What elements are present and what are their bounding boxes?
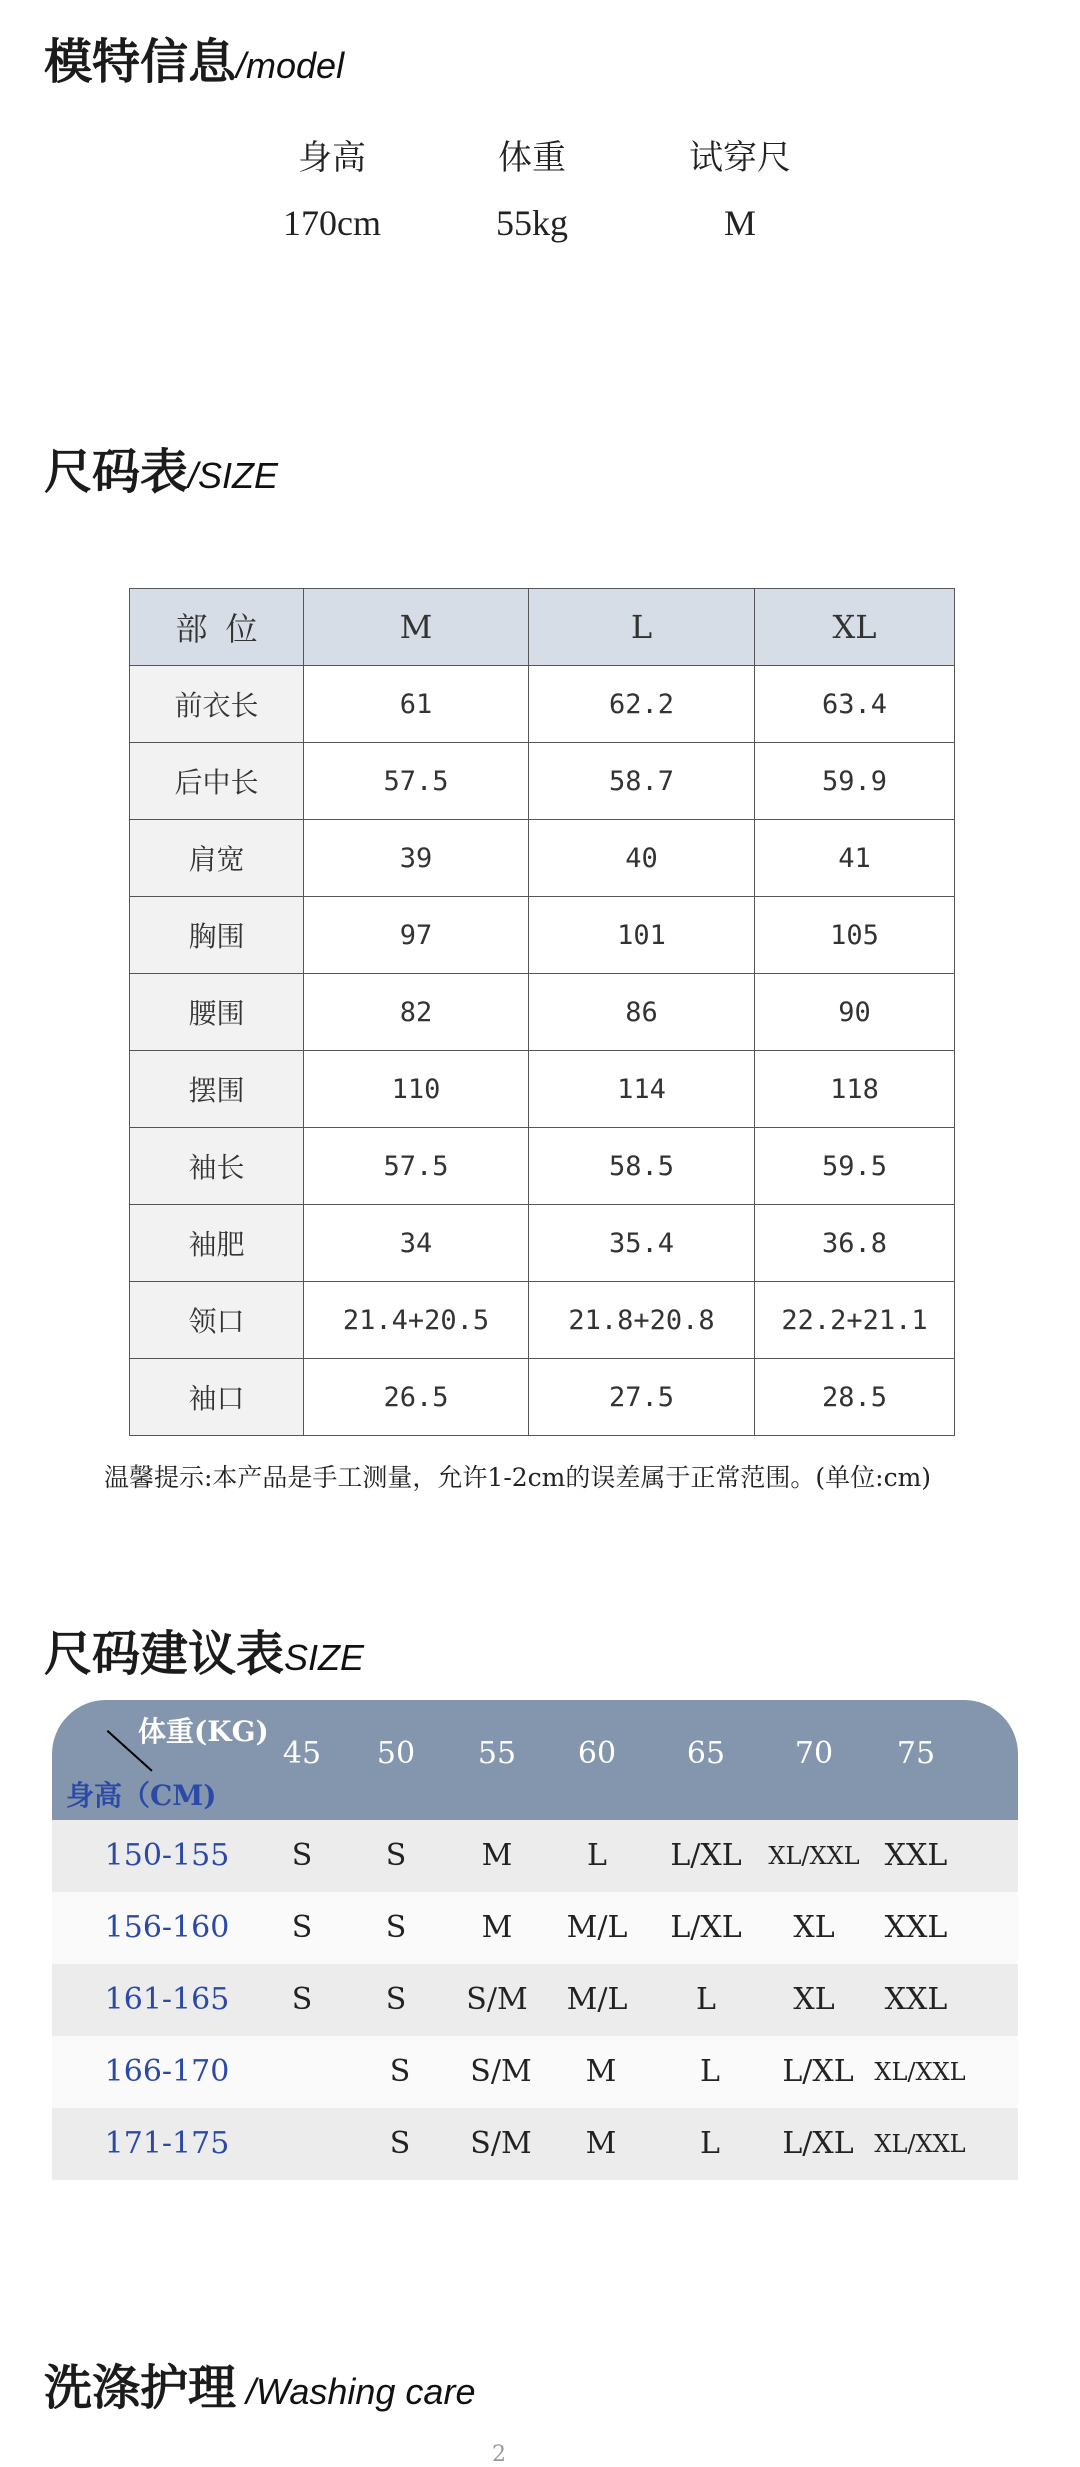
size-row-part: 袖长 (130, 1128, 304, 1205)
size-recommendation-cell: L (700, 2054, 720, 2089)
size-row-value: 36.8 (755, 1205, 955, 1282)
size-recommendation-cell: S (389, 2126, 411, 2161)
size-row-value: 105 (755, 897, 955, 974)
model-value-weight: 55kg (496, 203, 568, 243)
recommendation-row (52, 1892, 1018, 1964)
weight-header-cell: 75 (896, 1736, 936, 1771)
size-recommendation-cell: XL (793, 1982, 835, 2017)
recommendation-row (52, 1820, 1018, 1892)
size-row-value: 22.2+21.1 (755, 1282, 955, 1359)
size-recommendation-cell: M (481, 1910, 513, 1945)
size-row-value: 58.5 (529, 1128, 755, 1205)
height-range-cell: 166-170 (104, 2054, 230, 2089)
size-row-value: 62.2 (529, 666, 755, 743)
recommendation-row (52, 2036, 1018, 2108)
size-row-value: 97 (304, 897, 529, 974)
size-recommendation-cell: XL/XXL (874, 2058, 966, 2086)
size-recommendation-cell: L/XL (670, 1910, 742, 1945)
size-recommendation-cell: XXL (884, 1982, 948, 2017)
size-row-part: 袖口 (130, 1359, 304, 1436)
model-label-size: 试穿尺 (689, 138, 791, 178)
size-row-part: 肩宽 (130, 820, 304, 897)
model-label-weight: 体重 (498, 138, 566, 178)
model-title: 模特信息 (44, 34, 237, 90)
size-recommendation-cell: XL/XXL (874, 2130, 966, 2158)
weight-axis-label: 体重(KG) (138, 1715, 269, 1748)
size-recommendation-cell: M (481, 1838, 513, 1873)
weight-header-cell: 50 (376, 1736, 416, 1771)
size-row-part: 后中长 (130, 743, 304, 820)
size-row-value: 40 (529, 820, 755, 897)
size-row-value: 114 (529, 1051, 755, 1128)
size-recommendation-cell: L/XL (670, 1838, 742, 1873)
table-row (130, 1205, 955, 1282)
size-recommendation-cell: L/XL (782, 2054, 854, 2089)
size-row-part: 袖肥 (130, 1205, 304, 1282)
size-recommendation-cell: S/M (466, 1982, 528, 2017)
size-recommendation-cell: S/M (470, 2126, 532, 2161)
table-row (130, 1128, 955, 1205)
table-row (130, 666, 955, 743)
size-row-value: 82 (304, 974, 529, 1051)
size-recommendation-cell: S (385, 1838, 407, 1873)
weight-header-cell: 45 (282, 1736, 322, 1771)
model-label-height: 身高 (298, 138, 366, 178)
size-table-header (130, 589, 955, 666)
size-row-value: 27.5 (529, 1359, 755, 1436)
height-range-cell: 156-160 (104, 1910, 230, 1945)
recommendation-header (52, 1700, 1018, 1820)
size-recommendation-cell: M/L (566, 1982, 628, 2017)
size-header-xl: XL (755, 589, 955, 666)
size-recommendation-cell: S (291, 1838, 313, 1873)
recommendation-section-title (44, 1626, 365, 1682)
size-row-part: 前衣长 (130, 666, 304, 743)
height-range-cell: 171-175 (104, 2126, 230, 2161)
size-recommendation-cell: S (291, 1982, 313, 2017)
size-row-value: 86 (529, 974, 755, 1051)
model-subtitle: /model (236, 45, 345, 86)
size-header-m: M (304, 589, 529, 666)
recommendation-body (52, 1820, 1018, 2180)
size-row-value: 90 (755, 974, 955, 1051)
recommendation-row (52, 2108, 1018, 2180)
size-row-value: 58.7 (529, 743, 755, 820)
size-row-value: 28.5 (755, 1359, 955, 1436)
size-recommendation-cell: XXL (884, 1910, 948, 1945)
size-row-part: 摆围 (130, 1051, 304, 1128)
table-row (130, 1051, 955, 1128)
size-row-part: 领口 (130, 1282, 304, 1359)
size-row-value: 59.9 (755, 743, 955, 820)
size-row-part: 胸围 (130, 897, 304, 974)
size-recommendation-cell: S (385, 1910, 407, 1945)
size-recommendation-cell: M (585, 2126, 617, 2161)
size-table-body (130, 666, 955, 1436)
size-row-value: 35.4 (529, 1205, 755, 1282)
table-row (130, 897, 955, 974)
size-recommendation-cell: M/L (566, 1910, 628, 1945)
size-row-value: 101 (529, 897, 755, 974)
size-recommendation-cell: XL (793, 1910, 835, 1945)
height-range-cell: 161-165 (104, 1982, 230, 2017)
recommendation-title: 尺码建议表 (44, 1626, 285, 1682)
recommendation-subtitle: SIZE (284, 1637, 365, 1678)
size-row-value: 57.5 (304, 743, 529, 820)
size-header-part: 部位 (130, 589, 304, 666)
table-row (130, 1282, 955, 1359)
recommendation-table (52, 1700, 1018, 2180)
size-recommendation-cell: XL/XXL (768, 1842, 860, 1870)
weight-header-cell: 60 (577, 1736, 617, 1771)
size-row-value: 118 (755, 1051, 955, 1128)
size-recommendation-cell: L (587, 1838, 607, 1873)
size-row-value: 59.5 (755, 1128, 955, 1205)
model-value-size: M (723, 203, 756, 243)
size-row-value: 39 (304, 820, 529, 897)
size-recommendation-cell: M (585, 2054, 617, 2089)
size-recommendation-cell: L (696, 1982, 716, 2017)
height-axis-label: 身高（CM) (66, 1779, 217, 1812)
weight-header-cell: 65 (686, 1736, 726, 1771)
size-row-value: 61 (304, 666, 529, 743)
size-row-value: 41 (755, 820, 955, 897)
washing-section-title (44, 2360, 476, 2416)
size-section-title (44, 444, 279, 500)
size-recommendation-cell: L (700, 2126, 720, 2161)
size-recommendation-cell: S (385, 1982, 407, 2017)
size-table (129, 588, 955, 1436)
size-row-value: 21.4+20.5 (304, 1282, 529, 1359)
washing-subtitle: /Washing care (236, 2371, 476, 2412)
size-title: 尺码表 (44, 444, 189, 500)
size-recommendation-cell: S/M (470, 2054, 532, 2089)
size-row-value: 57.5 (304, 1128, 529, 1205)
size-recommendation-cell: S (389, 2054, 411, 2089)
size-row-value: 63.4 (755, 666, 955, 743)
model-value-height: 170cm (283, 203, 381, 243)
size-recommendation-cell: XXL (884, 1838, 948, 1873)
measurement-note: 温馨提示:本产品是手工测量，允许1-2cm的误差属于正常范围。(单位:cm) (104, 1463, 932, 1492)
size-row-value: 110 (304, 1051, 529, 1128)
weight-header-cell: 55 (477, 1736, 517, 1771)
model-section-title (44, 34, 345, 90)
table-row (130, 1359, 955, 1436)
size-header-l: L (529, 589, 755, 666)
weight-header-cell: 70 (794, 1736, 834, 1771)
recommendation-row (52, 1964, 1018, 2036)
washing-title: 洗涤护理 (44, 2360, 237, 2416)
page-number: 2 (492, 2442, 506, 2467)
table-row (130, 974, 955, 1051)
size-subtitle: /SIZE (188, 455, 279, 496)
size-row-value: 26.5 (304, 1359, 529, 1436)
table-row (130, 743, 955, 820)
size-recommendation-cell: S (291, 1910, 313, 1945)
size-row-part: 腰围 (130, 974, 304, 1051)
height-range-cell: 150-155 (104, 1838, 230, 1873)
size-recommendation-cell: L/XL (782, 2126, 854, 2161)
size-row-value: 34 (304, 1205, 529, 1282)
size-row-value: 21.8+20.8 (529, 1282, 755, 1359)
table-row (130, 820, 955, 897)
